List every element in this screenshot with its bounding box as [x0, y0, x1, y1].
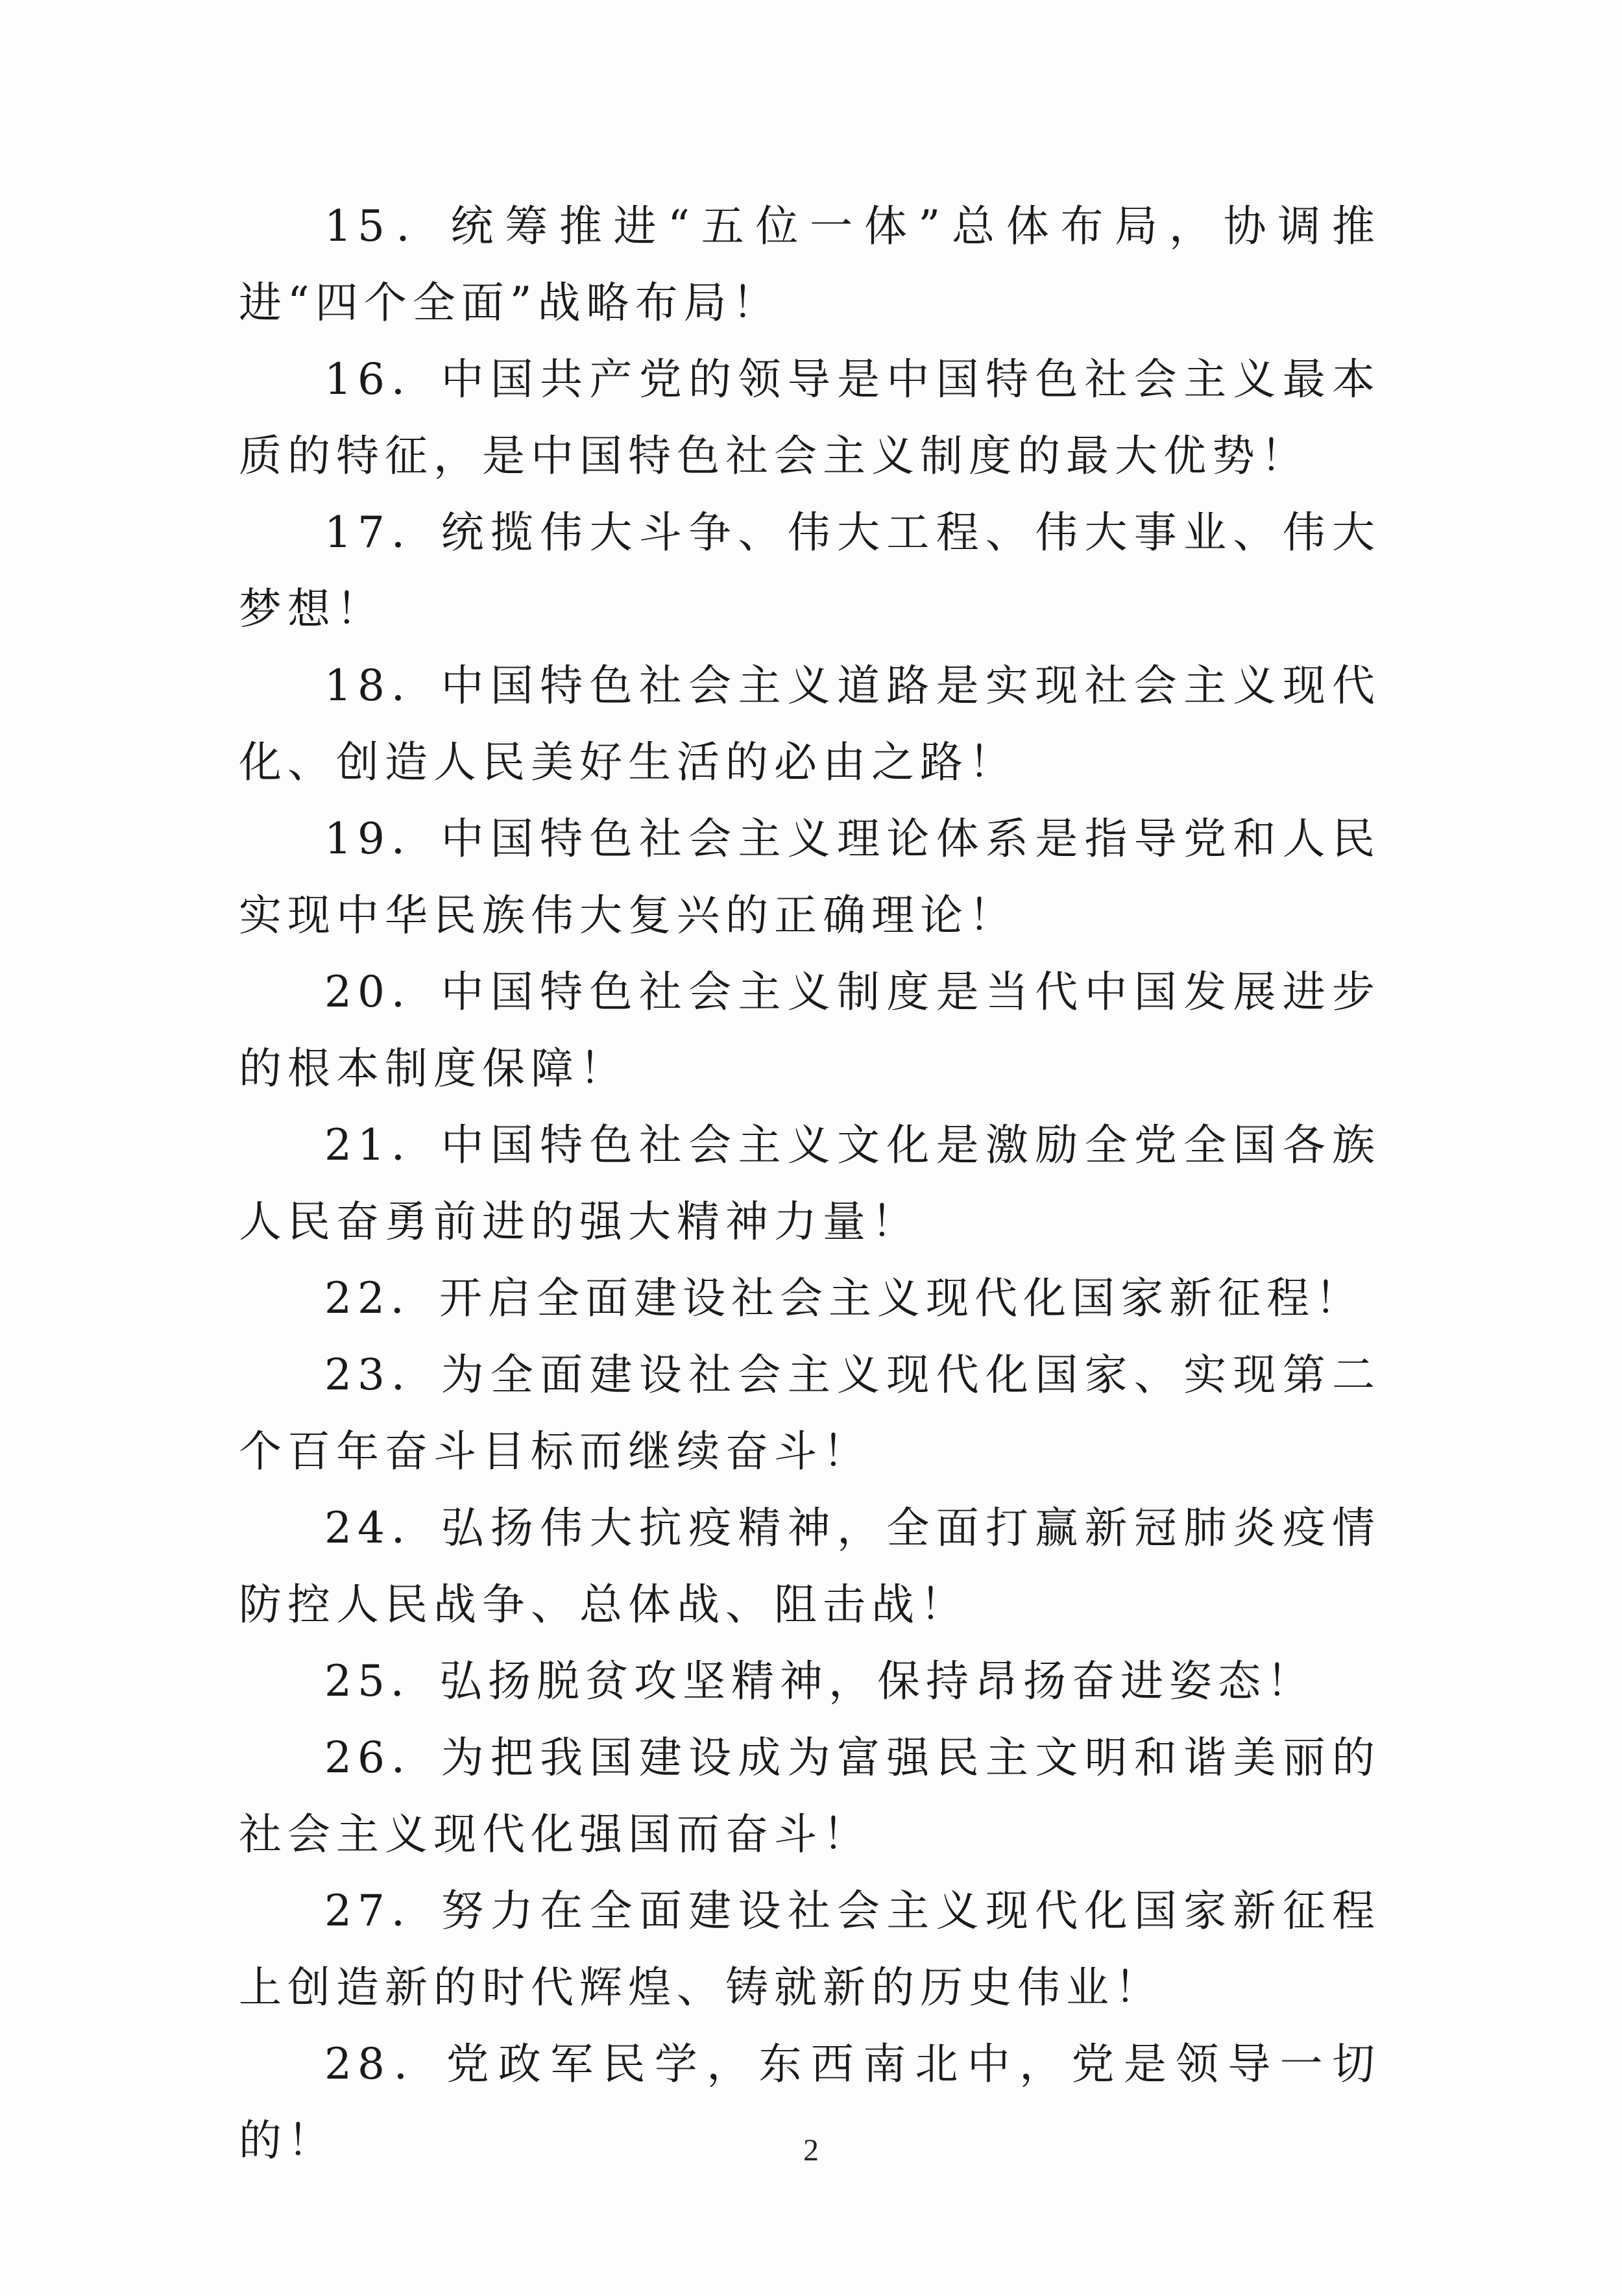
page-number: 2: [803, 2133, 819, 2168]
slogan-item-27: 27．努力在全面建设社会主义现代化国家新征程上创造新的时代辉煌、铸就新的历史伟业！: [239, 1886, 1381, 2012]
slogan-item-17: 17．统揽伟大斗争、伟大工程、伟大事业、伟大梦想！: [239, 507, 1381, 634]
slogan-list: [239, 188, 1381, 2179]
slogan-item-19: 19．中国特色社会主义理论体系是指导党和人民实现中华民族伟大复兴的正确理论！: [239, 814, 1381, 940]
slogan-item-25: 25．弘扬脱贫攻坚精神，保持昂扬奋进姿态！: [324, 1656, 1315, 1706]
slogan-item-26: 26．为把我国建设成为富强民主文明和谐美丽的社会主义现代化强国而奋斗！: [239, 1733, 1381, 1859]
slogan-item-15: 15．统筹推进“五位一体”总体布局，协调推进“四个全面”战略布局！: [239, 201, 1381, 328]
slogan-item-18: 18．中国特色社会主义道路是实现社会主义现代化、创造人民美好生活的必由之路！: [239, 661, 1381, 787]
slogan-item-24: 24．弘扬伟大抗疫精神，全面打赢新冠肺炎疫情防控人民战争、总体战、阻击战！: [239, 1503, 1381, 1630]
slogan-item-22: 22．开启全面建设社会主义现代化国家新征程！: [324, 1273, 1364, 1323]
slogan-item-21: 21．中国特色社会主义文化是激励全党全国各族人民奋勇前进的强大精神力量！: [239, 1120, 1381, 1247]
slogan-item-23: 23．为全面建设社会主义现代化国家、实现第二个百年奋斗目标而继续奋斗！: [239, 1350, 1381, 1476]
slogan-item-16: 16．中国共产党的领导是中国特色社会主义最本质的特征，是中国特色社会主义制度的最大优势！: [239, 354, 1381, 481]
slogan-item-28: 28．党政军民学，东西南北中，党是领导一切的！: [239, 2039, 1381, 2166]
slogan-item-20: 20．中国特色社会主义制度是当代中国发展进步的根本制度保障！: [239, 967, 1381, 1093]
